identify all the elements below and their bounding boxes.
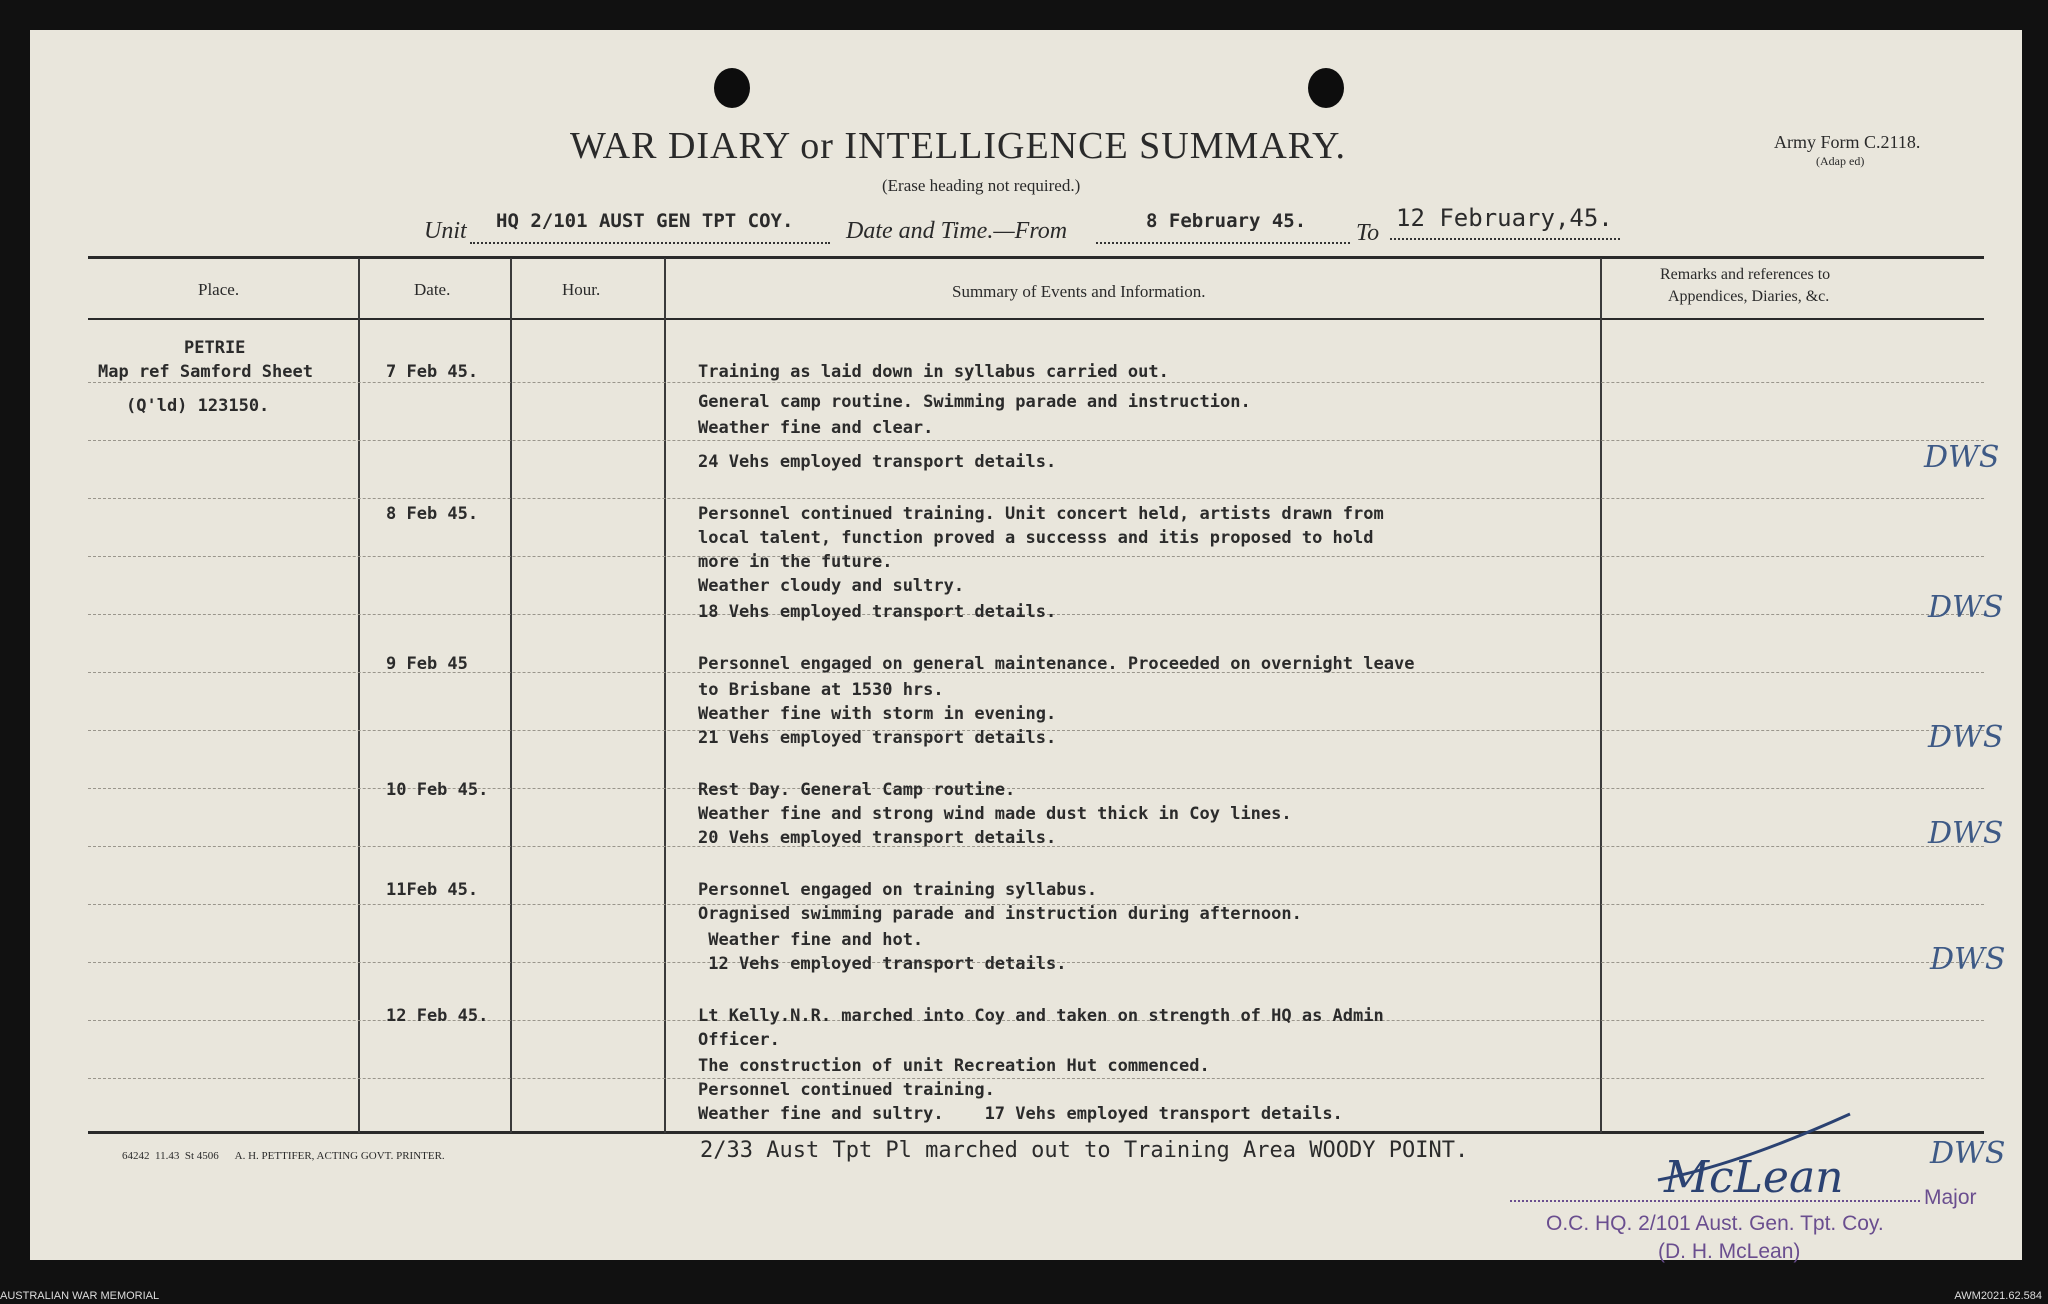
- entry-line: Personnel engaged on general maintenance. Proceeded on overnight leave: [698, 654, 1415, 674]
- entry-line: Personnel continued training.: [698, 1080, 995, 1100]
- entry-line: 12 Vehs employed transport details.: [698, 954, 1067, 974]
- table-top-border: [88, 256, 1984, 259]
- column-header-summary: Summary of Events and Information.: [952, 282, 1206, 301]
- column-header-remarks-2: Appendices, Diaries, &c.: [1668, 288, 1830, 305]
- column-header-remarks-1: Remarks and references to: [1660, 266, 1831, 283]
- entry-line: 21 Vehs employed transport details.: [698, 728, 1057, 748]
- entry-line: Weather cloudy and sultry.: [698, 576, 965, 596]
- entry-line: Weather fine and clear.: [698, 418, 934, 438]
- column-header-date: Date.: [414, 280, 451, 299]
- remarks-initials: DWS: [1928, 590, 2004, 625]
- unit-underline: [470, 242, 830, 244]
- archive-caption-left: AUSTRALIAN WAR MEMORIAL: [0, 1290, 160, 1302]
- footer-extra-entry: 2/33 Aust Tpt Pl marched out to Training Area WOODY POINT.: [700, 1138, 1469, 1163]
- remarks-initials: DWS: [1928, 816, 2004, 851]
- entry-line: Lt Kelly.N.R. marched into Coy and taken on strength of HQ as Admin: [698, 1006, 1384, 1026]
- remarks-initials: DWS: [1928, 720, 2004, 755]
- ruled-line: [88, 498, 1984, 499]
- remarks-initials: DWS: [1924, 440, 2000, 475]
- to-date-value: 12 February,45.: [1396, 204, 1613, 232]
- archive-caption-right: AWM2021.62.584: [1954, 1290, 2042, 1302]
- entry-date: 7 Feb 45.: [386, 362, 479, 382]
- ruled-line: [88, 382, 1984, 383]
- entry-line: Weather fine and strong wind made dust thick in Coy lines.: [698, 804, 1292, 824]
- entry-line: 24 Vehs employed transport details.: [698, 452, 1057, 472]
- ruled-line: [88, 1078, 1984, 1079]
- diary-sheet: [30, 30, 2022, 1263]
- column-header-hour: Hour.: [562, 280, 601, 299]
- entry-date: 10 Feb 45.: [386, 780, 489, 800]
- printer-imprint: 64242 11.43 St 4506 A. H. PETTIFER, ACTING GOVT. PRINTER.: [122, 1150, 445, 1162]
- entry-line: to Brisbane at 1530 hrs.: [698, 680, 944, 700]
- column-divider-date: [358, 258, 360, 1133]
- place-name: PETRIE: [184, 338, 246, 358]
- entry-line: Training as laid down in syllabus carried out.: [698, 362, 1169, 382]
- ruled-line: [88, 788, 1984, 789]
- stamp-line-2: (D. H. McLean): [1658, 1240, 1801, 1263]
- to-label: To: [1356, 220, 1380, 246]
- ruled-line: [88, 556, 1984, 557]
- entry-date: 12 Feb 45.: [386, 1006, 489, 1026]
- entry-line: local talent, function proved a successs and itis proposed to hold: [698, 528, 1374, 548]
- entry-line: Officer.: [698, 1030, 780, 1050]
- place-grid-ref: (Q'ld) 123150.: [126, 396, 270, 416]
- place-map-ref: Map ref Samford Sheet: [98, 362, 313, 382]
- signature-rank: Major: [1924, 1186, 1977, 1209]
- column-divider-summary: [664, 258, 666, 1133]
- entry-line: Weather fine and hot.: [698, 930, 924, 950]
- entry-date: 11Feb 45.: [386, 880, 479, 900]
- entry-date: 9 Feb 45: [386, 654, 468, 674]
- entry-line: 18 Vehs employed transport details.: [698, 602, 1057, 622]
- unit-value: HQ 2/101 AUST GEN TPT COY.: [496, 210, 794, 232]
- entry-line: 20 Vehs employed transport details.: [698, 828, 1057, 848]
- stamp-line-1: O.C. HQ. 2/101 Aust. Gen. Tpt. Coy.: [1546, 1212, 1884, 1235]
- entry-line: Personnel continued training. Unit concert held, artists drawn from: [698, 504, 1384, 524]
- army-form-adap: (Adap ed): [1816, 154, 1865, 168]
- entry-line: Personnel engaged on training syllabus.: [698, 880, 1098, 900]
- entry-line: Weather fine and sultry. 17 Vehs employed transport details.: [698, 1104, 1343, 1124]
- punch-hole-left: [714, 68, 750, 108]
- entry-line: Weather fine with storm in evening.: [698, 704, 1057, 724]
- unit-label: Unit: [424, 218, 467, 244]
- ruled-line: [88, 440, 1984, 441]
- form-subtitle: (Erase heading not required.): [882, 176, 1081, 195]
- entry-line: more in the future.: [698, 552, 893, 572]
- punch-hole-right: [1308, 68, 1344, 108]
- entry-date: 8 Feb 45.: [386, 504, 479, 524]
- entry-line: Rest Day. General Camp routine.: [698, 780, 1016, 800]
- entry-line: Oragnised swimming parade and instruction during afternoon.: [698, 904, 1302, 924]
- column-divider-remarks: [1600, 258, 1602, 1133]
- to-underline: [1390, 238, 1620, 240]
- form-title: WAR DIARY or INTELLIGENCE SUMMARY.: [570, 125, 1347, 167]
- date-time-label: Date and Time.—From: [846, 218, 1068, 244]
- signature: McLean: [1664, 1152, 1844, 1203]
- header-bottom-border: [88, 318, 1984, 320]
- column-header-place: Place.: [198, 280, 240, 299]
- army-form-number: Army Form C.2118.: [1774, 132, 1921, 152]
- remarks-initials: DWS: [1930, 942, 2006, 977]
- signature-stroke: [1650, 1110, 1870, 1190]
- remarks-initials: DWS: [1930, 1136, 2006, 1171]
- column-divider-hour: [510, 258, 512, 1133]
- entry-line: The construction of unit Recreation Hut commenced.: [698, 1056, 1210, 1076]
- entry-line: General camp routine. Swimming parade and instruction.: [698, 392, 1251, 412]
- from-underline: [1096, 242, 1350, 244]
- from-date-value: 8 February 45.: [1146, 210, 1307, 232]
